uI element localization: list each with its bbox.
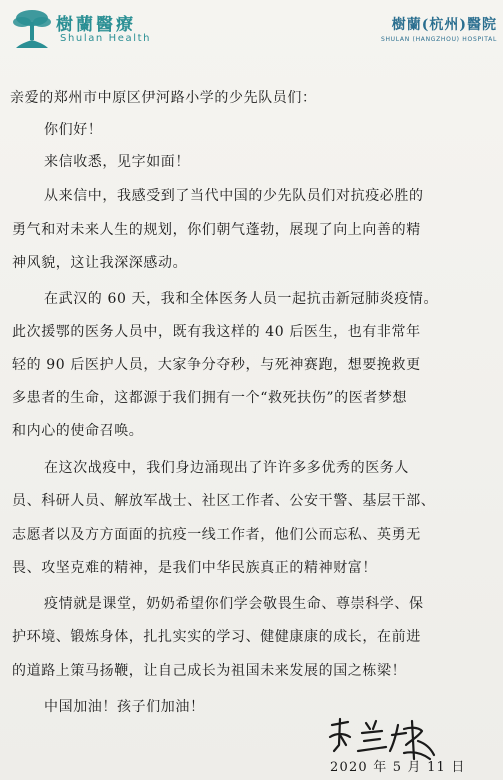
left-brand-name: 樹蘭醫療: [56, 15, 136, 35]
paragraph-4-line: 疫情就是课堂，奶奶希望你们学会敬畏生命、尊崇科学、保: [44, 596, 424, 612]
paragraph-2-line: 在武汉的 60 天，我和全体医务人员一起抗击新冠肺炎疫情。: [44, 291, 439, 307]
paragraph-2-line: 和内心的使命召唤。: [12, 423, 144, 439]
paragraph-2-line: 轻的 90 后医护人员，大家争分夺秒，与死神赛跑，想要挽救更: [12, 357, 421, 373]
right-brand-english: SHULAN (HANGZHOU) HOSPITAL: [380, 36, 497, 43]
paragraph-1-line: 神风貌，这让我深深感动。: [12, 255, 188, 271]
paragraph-4-line: 的道路上策马扬鞭，让自己成长为祖国未来发展的国之栋梁！: [12, 663, 407, 679]
paragraph-3-line: 志愿者以及方方面面的抗疫一线工作者，他们公而忘私、英勇无: [12, 527, 421, 543]
left-brand-english: Shulan Health: [60, 33, 152, 44]
paragraph-2-line: 多患者的生命，这都源于我们拥有一个“救死扶伤”的医者梦想: [12, 390, 408, 406]
received-line: 来信收悉，见字如面！: [44, 154, 190, 170]
right-brand-name: 樹蘭(杭州)醫院: [391, 17, 497, 33]
greeting: 你们好！: [44, 122, 103, 138]
letter-date: 2020 年 5 月 11 日: [330, 760, 466, 775]
paragraph-3-line: 畏、攻坚克难的精神，是我们中华民族真正的精神财富！: [12, 560, 377, 576]
salutation: 亲爱的郑州市中原区伊河路小学的少先队员们：: [10, 90, 317, 106]
paragraph-4-line: 护环境、锻炼身体，扎扎实实的学习、健健康康的成长，在前进: [12, 629, 421, 645]
paragraph-1-line: 从来信中，我感受到了当代中国的少先队员们对抗疫必胜的: [44, 188, 424, 204]
closing-line: 中国加油！孩子们加油！: [44, 699, 205, 715]
paragraph-2-line: 此次援鄂的医务人员中，既有我这样的 40 后医生，也有非常年: [12, 324, 421, 340]
paragraph-3-line: 员、科研人员、解放军战士、社区工作者、公安干警、基层干部、: [12, 493, 436, 509]
paragraph-1-line: 勇气和对未来人生的规划，你们朝气蓬勃，展现了向上向善的精: [12, 222, 421, 238]
paragraph-3-line: 在这次战疫中，我们身边涌现出了许许多多优秀的医务人: [44, 460, 409, 476]
